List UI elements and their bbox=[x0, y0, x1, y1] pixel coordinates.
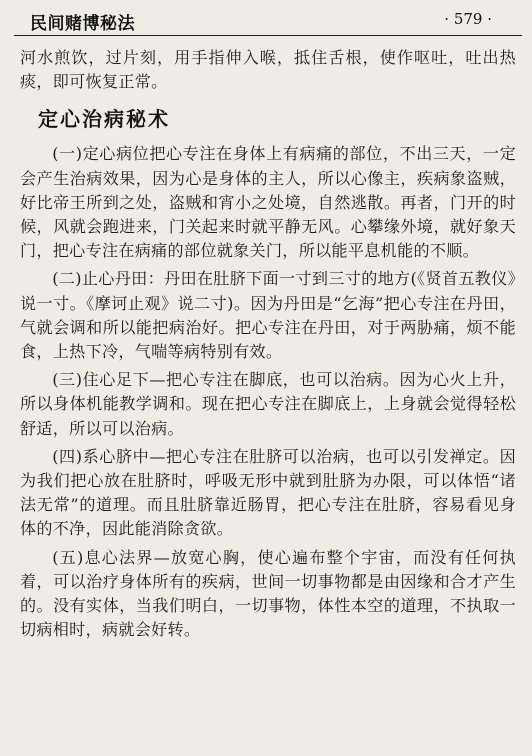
page-number: · 579 · bbox=[444, 10, 492, 28]
page-header bbox=[0, 0, 532, 38]
section-paragraph-2: (二)止心丹田：丹田在肚脐下面一寸到三寸的地方(《贤首五教仪》说一寸。《摩诃止观》说二寸)。因为丹田是“乞海”把心专注在丹田，气就会调和所以能把病治好。把心专注在丹田，对于两胁痛，烦不能食，上热下冷，气喘等病特别有效。 bbox=[20, 269, 516, 362]
section-paragraph-1: (一)定心病位把心专注在身体上有病痛的部位，不出三天，一定会产生治病效果，因为心是身体的主人，所以心像主，疾病象盗贼，好比帝王所到之处，盗贼和宵小之处境，自然逃散。再者，门开的时候，风就会跑进来，门关起来时就平静无风。心攀缘外境，就好象天门，把心专注在病痛的部位就象关门，所以能平息机能的不顺。 bbox=[20, 144, 516, 261]
page-body bbox=[20, 46, 516, 642]
section-paragraph-4: (四)系心脐中—把心专注在肚脐可以治病，也可以引发禅定。因为我们把心放在肚脐时，呼吸无形中就到肚脐为办限，可以体悟“诸法无常”的道理。而且肚脐靠近肠胃，把心专注在肚脐，容易看见身体的不净，因此能消除贪欲。 bbox=[20, 446, 516, 539]
running-title: 民间赌博秘法 bbox=[30, 14, 135, 34]
section-title: 定心治病秘术 bbox=[38, 107, 170, 132]
intro-paragraph: 河水煎饮，过片刻，用手指伸入喉，抵住舌根，使作呕吐，吐出热痰，即可恢复正常。 bbox=[20, 48, 516, 92]
header-rule bbox=[14, 35, 522, 36]
section-paragraph-5: (五)息心法界—放宽心胸，使心遍布整个宇宙，而没有任何执着，可以治疗身体所有的疾病，世间一切事物都是由因缘和合才产生的。没有实体，当我们明白，一切事物，体性本空的道理，不执取一切病相时，病就会好转。 bbox=[20, 547, 516, 640]
section-paragraph-3: (三)住心足下—把心专注在脚底，也可以治病。因为心火上升，所以身体机能教学调和。现在把心专注在脚底上，上身就会觉得轻松舒适，所以可以治病。 bbox=[20, 370, 516, 438]
